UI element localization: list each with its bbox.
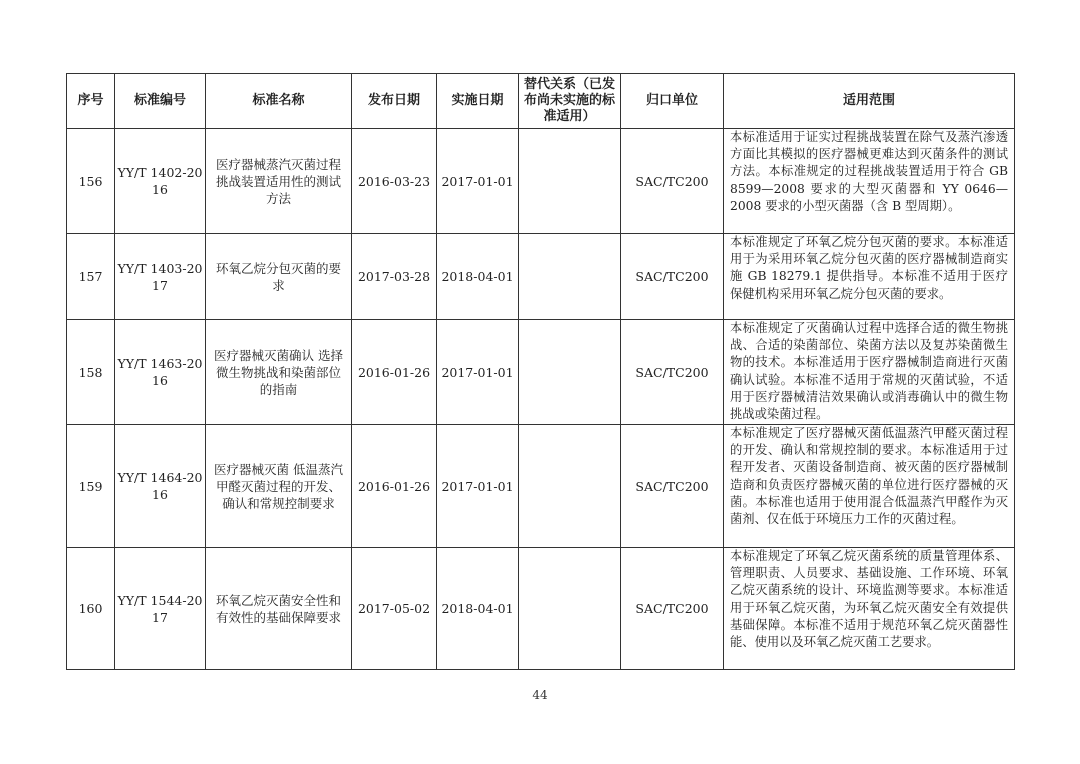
cell-code: YY/T 1402-2016 <box>115 129 206 234</box>
standards-table <box>66 73 1015 670</box>
cell-replacement <box>519 234 621 320</box>
cell-scope: 本标准规定了环氧乙烷分包灭菌的要求。本标准适用于为采用环氧乙烷分包灭菌的医疗器械制造商实施 GB 18279.1 提供指导。本标准不适用于医疗保健机构采用环氧乙烷分包灭菌的要求。 <box>724 234 1015 320</box>
cell-unit: SAC/TC200 <box>621 320 724 425</box>
cell-code: YY/T 1544-2017 <box>115 548 206 670</box>
cell-implement-date: 2018-04-01 <box>437 548 519 670</box>
header-seq: 序号 <box>67 74 115 129</box>
cell-name: 医疗器械灭菌确认 选择微生物挑战和染菌部位的指南 <box>206 320 352 425</box>
cell-scope: 本标准规定了医疗器械灭菌低温蒸汽甲醛灭菌过程的开发、确认和常规控制的要求。本标准适用于过程开发者、灭菌设备制造商、被灭菌的医疗器械制造商和负责医疗器械灭菌的单位进行医疗器械的灭菌。本标准也适用于使用混合低温蒸汽甲醛作为灭菌剂、仅在低于环境压力工作的灭菌过程。 <box>724 425 1015 548</box>
cell-name: 环氧乙烷灭菌安全性和有效性的基础保障要求 <box>206 548 352 670</box>
page-number: 44 <box>532 688 548 702</box>
cell-unit: SAC/TC200 <box>621 234 724 320</box>
cell-publish-date: 2016-01-26 <box>352 425 437 548</box>
table-row <box>67 548 1015 670</box>
cell-unit: SAC/TC200 <box>621 129 724 234</box>
cell-publish-date: 2016-01-26 <box>352 320 437 425</box>
cell-seq: 156 <box>67 129 115 234</box>
table-row <box>67 425 1015 548</box>
cell-name: 医疗器械蒸汽灭菌过程挑战装置适用性的测试方法 <box>206 129 352 234</box>
cell-publish-date: 2016-03-23 <box>352 129 437 234</box>
cell-replacement <box>519 129 621 234</box>
cell-name: 医疗器械灭菌 低温蒸汽甲醛灭菌过程的开发、确认和常规控制要求 <box>206 425 352 548</box>
cell-implement-date: 2017-01-01 <box>437 129 519 234</box>
table-row <box>67 320 1015 425</box>
table-row <box>67 129 1015 234</box>
cell-seq: 157 <box>67 234 115 320</box>
cell-implement-date: 2017-01-01 <box>437 320 519 425</box>
header-code: 标准编号 <box>115 74 206 129</box>
header-scope: 适用范围 <box>724 74 1015 129</box>
cell-code: YY/T 1463-2016 <box>115 320 206 425</box>
header-publish-date: 发布日期 <box>352 74 437 129</box>
header-name: 标准名称 <box>206 74 352 129</box>
cell-replacement <box>519 548 621 670</box>
cell-seq: 158 <box>67 320 115 425</box>
cell-scope: 本标准适用于证实过程挑战装置在除气及蒸汽渗透方面比其模拟的医疗器械更难达到灭菌条件的测试方法。本标准规定的过程挑战装置适用于符合 GB 8599—2008 要求的大型灭菌器和 YY 0646—2008 要求的小型灭菌器（含 B 型周期）。 <box>724 129 1015 234</box>
cell-replacement <box>519 425 621 548</box>
header-unit: 归口单位 <box>621 74 724 129</box>
cell-implement-date: 2017-01-01 <box>437 425 519 548</box>
cell-scope: 本标准规定了灭菌确认过程中选择合适的微生物挑战、合适的染菌部位、染菌方法以及复苏染菌微生物的技术。本标准适用于医疗器械制造商进行灭菌确认试验。本标准不适用于常规的灭菌试验，不适用于医疗器械清洁效果确认或消毒确认中的微生物挑战或染菌过程。 <box>724 320 1015 425</box>
cell-seq: 159 <box>67 425 115 548</box>
cell-code: YY/T 1403-2017 <box>115 234 206 320</box>
cell-replacement <box>519 320 621 425</box>
cell-implement-date: 2018-04-01 <box>437 234 519 320</box>
header-row <box>67 74 1015 129</box>
cell-code: YY/T 1464-2016 <box>115 425 206 548</box>
cell-name: 环氧乙烷分包灭菌的要求 <box>206 234 352 320</box>
table-row <box>67 234 1015 320</box>
cell-scope: 本标准规定了环氧乙烷灭菌系统的质量管理体系、管理职责、人员要求、基础设施、工作环境、环氧乙烷灭菌系统的设计、环境监测等要求。本标准适用于环氧乙烷灭菌，为环氧乙烷灭菌安全有效提供基础保障。本标准不适用于规范环氧乙烷灭菌器性能、使用以及环氧乙烷灭菌工艺要求。 <box>724 548 1015 670</box>
cell-publish-date: 2017-05-02 <box>352 548 437 670</box>
header-implement-date: 实施日期 <box>437 74 519 129</box>
header-replacement: 替代关系（已发布尚未实施的标准适用） <box>519 74 621 129</box>
cell-unit: SAC/TC200 <box>621 425 724 548</box>
cell-seq: 160 <box>67 548 115 670</box>
cell-unit: SAC/TC200 <box>621 548 724 670</box>
cell-publish-date: 2017-03-28 <box>352 234 437 320</box>
